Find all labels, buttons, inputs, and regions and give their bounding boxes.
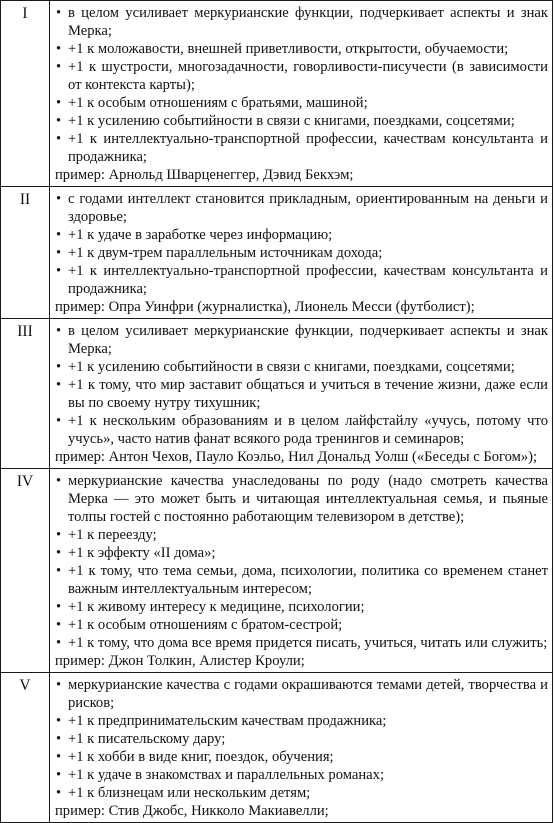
effect-item: • +1 к переезду; (55, 526, 548, 544)
effects-list (55, 472, 548, 652)
effect-item: • в целом усиливает меркурианские функции, подчеркивает аспекты и знак Мерка; (55, 322, 548, 358)
example-line: пример: Арнольд Шварценеггер, Дэвид Бекхэм; (55, 167, 354, 183)
house-row (1, 469, 553, 673)
effect-item: • +1 к интеллектуально-транспортной профессии, качествам консультанта и продажника; (55, 262, 548, 298)
effect-item: • в целом усиливает меркурианские функции, подчеркивает аспекты и знак Мерка; (55, 4, 548, 40)
effect-item: • с годами интеллект становится прикладным, ориентированным на деньги и здоровье; (55, 190, 548, 226)
house-row (1, 1, 553, 187)
effect-item: • +1 к усилению событийности в связи с книгами, поездками, соцсетями; (55, 112, 548, 130)
effect-item: • +1 к моложавости, внешней приветливости, открытости, обучаемости; (55, 40, 548, 58)
house-description (50, 1, 553, 187)
effect-item: • +1 к усилению событийности в связи с книгами, поездками, соцсетями; (55, 358, 548, 376)
effect-item: • +1 к тому, что тема семьи, дома, психологии, политика со временем станет важным интеллектуальным интересом; (55, 562, 548, 598)
effect-item: • +1 к предпринимательским качествам продажника; (55, 712, 548, 730)
effects-list (55, 676, 548, 802)
house-numeral: II (1, 187, 50, 319)
house-description (50, 469, 553, 673)
effect-item: • +1 к двум-трем параллельным источникам дохода; (55, 244, 548, 262)
house-row (1, 187, 553, 319)
effect-item: • +1 к писательскому дару; (55, 730, 548, 748)
effect-item: • +1 к тому, что мир заставит общаться и учиться в течение жизни, даже если вы по своему нутру тихушник; (55, 376, 548, 412)
house-numeral: I (1, 1, 50, 187)
house-description (50, 187, 553, 319)
house-row (1, 319, 553, 469)
effect-item: • меркурианские качества с годами окрашиваются темами детей, творчества и рисков; (55, 676, 548, 712)
effect-item: • +1 к удаче в заработке через информацию; (55, 226, 548, 244)
effect-item: • меркурианские качества унаследованы по роду (надо смотреть качества Мерка — это может быть и читающая интеллектуальная семья, и пьяные толпы гостей с постоянно работающим телевизором в детстве); (55, 472, 548, 526)
effect-item: • +1 к близнецам или нескольким детям; (55, 784, 548, 802)
effects-list (55, 322, 548, 448)
effect-item: • +1 к особым отношениям с братьями, машиной; (55, 94, 548, 112)
effect-item: • +1 к шустрости, многозадачности, говорливости-писучести (в зависимости от контекста карты); (55, 58, 548, 94)
table-body (1, 1, 553, 823)
house-description (50, 673, 553, 823)
house-description (50, 319, 553, 469)
house-numeral: V (1, 673, 50, 823)
house-numeral: IV (1, 469, 50, 673)
example-line: пример: Стив Джобс, Никколо Макиавелли; (55, 803, 329, 819)
effect-item: • +1 к хобби в виде книг, поездок, обучения; (55, 748, 548, 766)
effect-item: • +1 к эффекту «II дома»; (55, 544, 548, 562)
effects-list (55, 190, 548, 298)
effect-item: • +1 к удаче в знакомствах и параллельных романах; (55, 766, 548, 784)
effect-item: • +1 к интеллектуально-транспортной профессии, качествам консультанта и продажника; (55, 130, 548, 166)
effect-item: • +1 к живому интересу к медицине, психологии; (55, 598, 548, 616)
house-numeral: III (1, 319, 50, 469)
example-line: пример: Джон Толкин, Алистер Кроули; (55, 653, 305, 669)
effect-item: • +1 к особым отношениям с братом-сестрой; (55, 616, 548, 634)
effects-list (55, 4, 548, 166)
example-line: пример: Опра Уинфри (журналистка), Лионель Месси (футболист); (55, 299, 475, 315)
effect-item: • +1 к нескольким образованиям и в целом лайфстайлу «учусь, потому что учусь», часто натив фанат всякого рода тренингов и семинаров; (55, 412, 548, 448)
example-line: пример: Антон Чехов, Пауло Коэльо, Нил Дональд Уолш («Беседы с Богом»); (55, 449, 538, 465)
house-row (1, 673, 553, 823)
effect-item: • +1 к тому, что дома все время придется писать, учиться, читать или служить; (55, 634, 548, 652)
